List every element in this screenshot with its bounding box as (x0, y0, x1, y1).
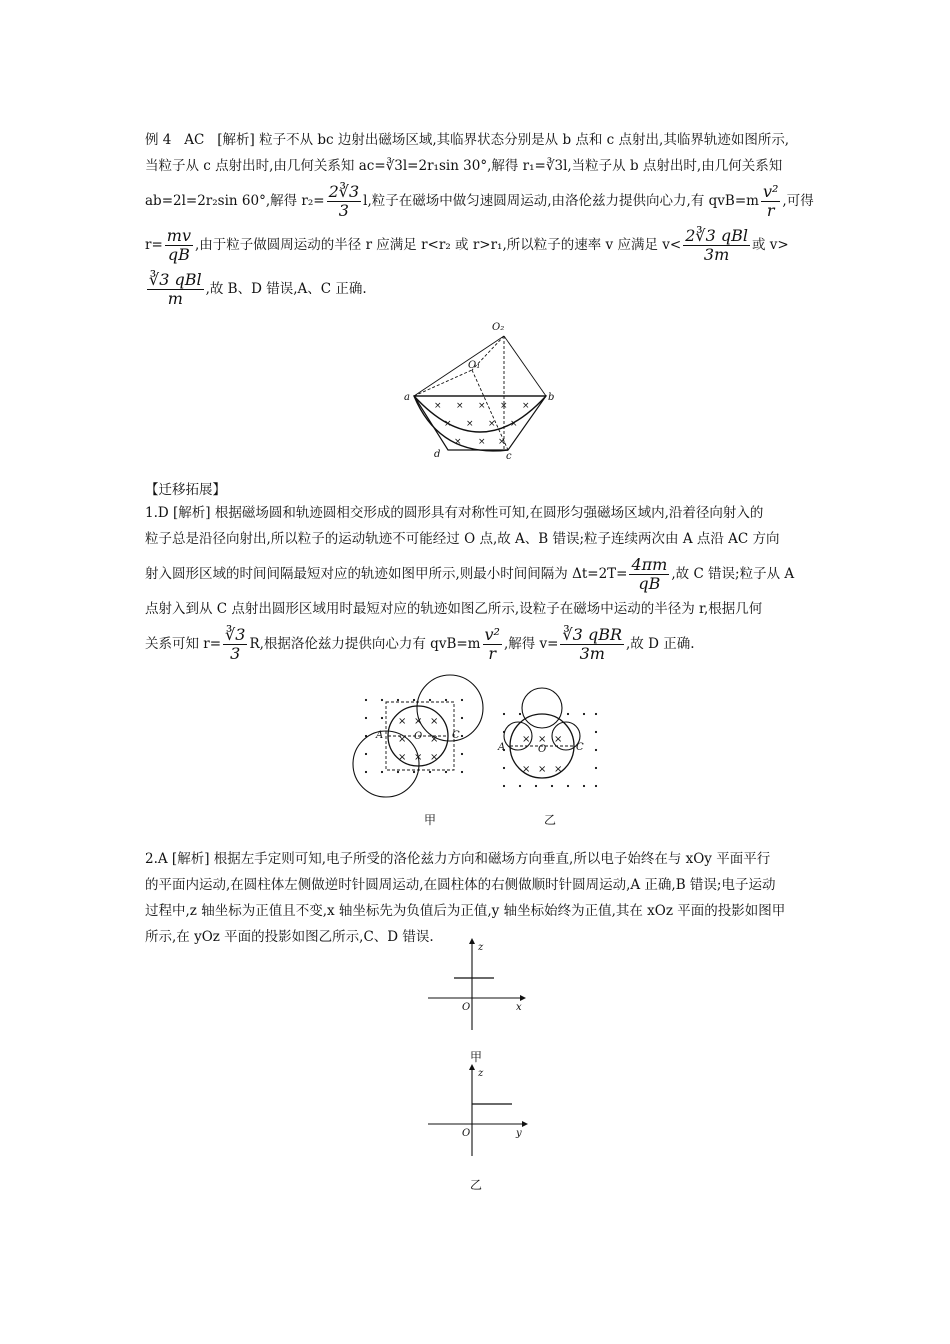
fraction-vmax (147, 271, 204, 308)
svg-text:×: × (430, 752, 439, 763)
q1-line-2: 粒子总是沿径向射出,所以粒子的运动轨迹不可能经过 O 点,故 A、B 错误;粒子连续两次由 A 点沿 AC 方向 (145, 531, 780, 547)
example4-text-4a: r= (145, 237, 163, 253)
radius-line (414, 370, 472, 396)
q1-figure-yi (496, 684, 606, 800)
svg-text:×: × (414, 752, 423, 763)
arrow-z (469, 938, 475, 944)
fraction-denominator: qB (638, 574, 661, 593)
fraction-denominator: 3 (230, 644, 241, 663)
example4-text-4b: ,由于粒子做圆周运动的半径 r 应满足 r<r₂ 或 r>r₁,所以粒子的速率 v 应满足 v< (194, 237, 682, 253)
example4-line-5 (145, 267, 810, 311)
q1-text-5a: 关系可知 r= (145, 636, 222, 652)
label-O: O (538, 744, 547, 755)
fraction-numerator: ∛3 qBR (562, 625, 622, 644)
q1-figure-jia (352, 672, 490, 808)
fraction-numerator: ∛3 qBl (149, 270, 202, 289)
svg-text:×: × (430, 734, 439, 745)
example4-text-1: 粒子不从 bc 边射出磁场区域,其临界状态分别是从 b 点和 c 点射出,其临界轨迹如图所示, (259, 132, 790, 148)
cross-mark: × (434, 401, 442, 411)
svg-text:×: × (554, 734, 563, 745)
cross-mark: × (456, 401, 464, 411)
arrow-x (520, 995, 526, 1001)
q1-text-3a: 射入圆形区域的时间间隔最短对应的轨迹如图甲所示,则最小时间间隔为 Δt=2T= (145, 566, 628, 582)
fraction-numerator: ∛3 (225, 625, 246, 644)
label-z: z (478, 942, 484, 953)
label-a: a (404, 392, 410, 403)
q1-text-3b: ,故 C 错误;粒子从 A (671, 566, 795, 582)
fraction-numerator: v² (762, 182, 779, 201)
fraction-v2-r (483, 626, 502, 663)
q2-line-1: 2.A [解析] 根据左手定则可知,电子所受的洛伦兹力方向和磁场方向垂直,所以电子始终在与 xOy 平面平行 (145, 851, 771, 867)
example4-text-3a: ab=2l=2r₂sin 60°,解得 r₂= (145, 193, 325, 209)
cross-mark: × (522, 401, 530, 411)
q1-paragraph (145, 500, 810, 666)
arrow-z (469, 1064, 475, 1070)
label-d: d (434, 449, 441, 460)
label-O: O (414, 731, 423, 742)
label-origin: O (462, 1002, 471, 1013)
fraction-denominator: m (167, 289, 183, 308)
example4-line-1 (145, 127, 810, 153)
radius-line (504, 336, 546, 396)
fraction-4pim-qB (629, 556, 669, 593)
label-C: C (576, 742, 584, 753)
arrow-y (522, 1121, 528, 1127)
example4-line-2 (145, 153, 810, 179)
fraction-r2 (327, 183, 362, 220)
fraction-denominator: qB (167, 245, 190, 264)
label-c: c (506, 451, 512, 460)
example-label: 例 4 (145, 132, 172, 148)
cross-mark: × (488, 419, 496, 429)
cross-mark: × (478, 437, 486, 447)
q2-line-3: 过程中,z 轴坐标为正值且不变,x 轴坐标先为负值后为正值,y 轴坐标始终为正值,其在 xOz 平面的投影如图甲 (145, 903, 786, 919)
label-z: z (478, 1068, 484, 1079)
fraction-v (560, 626, 624, 663)
q1-text-5d: ,故 D 正确. (626, 636, 695, 652)
fraction-numerator: mv (166, 226, 191, 245)
fraction-denominator: r (766, 201, 775, 220)
fraction-denominator: r (488, 644, 497, 663)
label-x: x (516, 1002, 522, 1013)
q1-line-3 (145, 552, 810, 596)
svg-text:×: × (398, 716, 407, 727)
example4-text-2a: 当粒子从 c 点射出时,由几何关系知 ac= (145, 158, 386, 174)
example4-figure (400, 318, 560, 460)
q1-text-5b: R,根据洛伦兹力提供向心力有 qvB=m (249, 636, 481, 652)
label-y: y (516, 1128, 522, 1139)
q1-text-5c: ,解得 v= (503, 636, 559, 652)
analysis-tag: [解析] (217, 132, 255, 148)
section-title: 【迁移拓展】 (145, 482, 226, 498)
label-A: A (498, 742, 506, 753)
fraction-mv-qB (165, 227, 193, 264)
svg-text:×: × (414, 716, 423, 727)
q1-line-1: 1.D [解析] 根据磁场圆和轨迹圆相交形成的圆形具有对称性可知,在圆形匀强磁场区域内,沿着径向射入的 (145, 505, 764, 521)
fraction-numerator: v² (484, 625, 500, 644)
label-C: C (452, 730, 460, 741)
label-O1: O₁ (468, 360, 481, 371)
caption-yi: 乙 (544, 813, 557, 827)
svg-text:×: × (538, 764, 547, 775)
svg-text:×: × (398, 734, 407, 745)
example4-text-3c: ,可得 (782, 193, 814, 209)
svg-text:×: × (398, 752, 407, 763)
fraction-v2-r (761, 183, 780, 220)
fraction-vmin (683, 227, 750, 264)
radius-line (414, 336, 504, 396)
fraction-denominator: 3m (703, 245, 730, 264)
example4-line-3 (145, 179, 814, 223)
label-A: A (376, 730, 384, 741)
caption-q2-yi: 乙 (470, 1178, 483, 1192)
fraction-r (223, 626, 247, 663)
q2-paragraph (145, 846, 810, 950)
svg-text:×: × (522, 734, 531, 745)
example4-text-5b: ,故 B、D 错误,A、C 正确. (205, 281, 367, 297)
cross-mark: × (466, 419, 474, 429)
label-b: b (548, 392, 555, 403)
cross-mark: × (498, 437, 506, 447)
fraction-denominator: 3m (579, 644, 605, 663)
math-cbrt3: ∛3 (385, 158, 403, 174)
example-answer: AC (184, 132, 205, 148)
cross-mark: × (500, 401, 508, 411)
example4-text-4c: 或 v> (751, 237, 789, 253)
q2-figure-yi (424, 1064, 534, 1160)
svg-text:×: × (522, 764, 531, 775)
label-O2: O₂ (492, 322, 505, 333)
svg-text:×: × (430, 716, 439, 727)
example4-text-2b: l=2r₁sin 30°,解得 r₁= (402, 158, 546, 174)
fraction-denominator: 3 (338, 201, 349, 220)
trajectory-circle (522, 688, 562, 728)
caption-q2-jia: 甲 (470, 1050, 483, 1064)
cross-mark: × (510, 419, 518, 429)
cross-mark: × (444, 419, 452, 429)
q1-line-4: 点射入到从 C 点射出圆形区域用时最短对应的轨迹如图乙所示,设粒子在磁场中运动的半径为 r,根据几何 (145, 601, 763, 617)
math-cbrt3: ∛3 (545, 158, 564, 174)
q2-figure-jia (424, 938, 534, 1034)
label-origin: O (462, 1128, 471, 1139)
example4-paragraph (145, 127, 814, 311)
fraction-numerator: 4πm (631, 555, 668, 574)
caption-jia: 甲 (424, 813, 437, 827)
q1-line-5 (145, 622, 810, 666)
q2-line-4: 所示,在 yOz 平面的投影如图乙所示,C、D 错误. (145, 929, 434, 945)
fraction-numerator: 2∛3 qBl (685, 226, 748, 245)
cross-mark: × (478, 401, 486, 411)
fraction-numerator: 2∛3 (328, 182, 360, 201)
svg-text:×: × (538, 734, 547, 745)
example4-text-3b: l,粒子在磁场中做匀速圆周运动,由洛伦兹力提供向心力,有 qvB=m (363, 193, 759, 209)
example4-line-4 (145, 223, 810, 267)
svg-text:×: × (554, 764, 563, 775)
cross-mark: × (454, 437, 462, 447)
example4-text-2c: l,当粒子从 b 点射出时,由几何关系知 (563, 158, 783, 174)
q2-line-2: 的平面内运动,在圆柱体左侧做逆时针圆周运动,在圆柱体的右侧做顺时针圆周运动,A 正确,B 错误;电子运动 (145, 877, 776, 893)
